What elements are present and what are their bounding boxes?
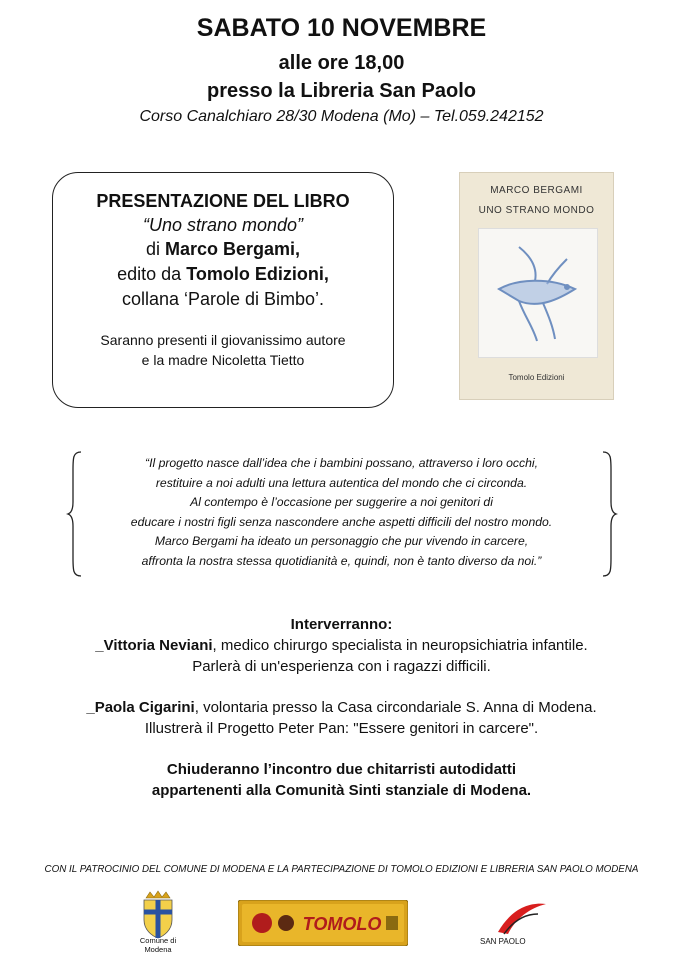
- presence-note-line-1: Saranno presenti il giovanissimo autore: [100, 332, 346, 348]
- san-paolo-logo: [478, 898, 550, 948]
- right-brace-icon: [600, 450, 618, 578]
- speaker-2-topic: Illustrerà il Progetto Peter Pan: "Essere genitori in carcere".: [144, 720, 539, 737]
- book-title: “Uno strano mondo”: [142, 215, 304, 235]
- event-venue: presso la Libreria San Paolo: [207, 80, 476, 102]
- cover-title: UNO STRANO MONDO: [478, 205, 595, 216]
- presence-note: [53, 330, 393, 370]
- publisher-name: Tomolo Edizioni,: [186, 264, 329, 284]
- publisher-prefix: edito da: [117, 264, 187, 284]
- tomolo-logo-text: TOMOLO: [302, 914, 382, 934]
- coat-of-arms-icon: [138, 890, 178, 940]
- left-brace-icon: [66, 450, 84, 578]
- presentation-heading: PRESENTAZIONE DEL LIBRO: [96, 191, 350, 211]
- closing-line-1: Chiuderanno l’incontro due chitarristi autodidatti: [166, 761, 517, 778]
- cover-bird-illustration: [478, 228, 598, 358]
- series-line: collana ‘Parole di Bimbo’.: [121, 289, 325, 309]
- cover-author: MARCO BERGAMI: [490, 185, 583, 196]
- quote-line: affronta la nostra stessa quotidianità e, quindi, non è tanto diverso da noi.”: [141, 553, 542, 568]
- comune-di-modena-logo: [128, 890, 188, 954]
- speaker-2: [0, 697, 683, 718]
- speaker-1-name: _Vittoria Neviani: [95, 637, 213, 654]
- author-line: [53, 237, 393, 262]
- project-quote: [100, 454, 583, 571]
- presentation-box: [52, 172, 394, 408]
- tomolo-edizioni-logo: [238, 900, 408, 946]
- event-address: Corso Canalchiaro 28/30 Modena (Mo) – Tel.059.242152: [139, 108, 544, 125]
- speaker-1: [0, 635, 683, 656]
- speakers-section: [0, 614, 683, 801]
- cover-publisher: Tomolo Edizioni: [508, 373, 565, 382]
- comune-di-modena-caption: Comune di Modena: [139, 936, 177, 954]
- patronage-text: CON IL PATROCINIO DEL COMUNE DI MODENA E LA PARTECIPAZIONE DI TOMOLO EDIZIONI E LIBRERIA SAN PAOLO MODENA: [44, 864, 639, 875]
- san-paolo-caption: SAN PAOLO: [480, 937, 526, 946]
- san-paolo-swoosh-icon: [478, 898, 550, 938]
- quote-line: Marco Bergami ha ideato un personaggio che pur vivendo in carcere,: [154, 534, 529, 548]
- author-prefix: di: [145, 239, 165, 259]
- speaker-1-role: , medico chirurgo specialista in neuropsichiatria infantile.: [212, 637, 588, 654]
- quote-line: “Il progetto nasce dall’idea che i bambini possano, attraverso i loro occhi,: [145, 456, 538, 470]
- quote-line: educare i nostri figli senza nascondere anche aspetti difficili del nostro mondo.: [130, 514, 553, 529]
- author-name: Marco Bergami,: [164, 239, 301, 259]
- book-cover-image: [460, 173, 613, 399]
- speaker-1-topic: Parlerà di un'esperienza con i ragazzi difficili.: [192, 658, 491, 675]
- speaker-2-role: , volontaria presso la Casa circondariale S. Anna di Modena.: [194, 699, 597, 716]
- quote-line: restituire a noi adulti una lettura autentica del mondo che ci circonda.: [155, 475, 528, 490]
- speakers-heading: Interverranno:: [290, 616, 393, 633]
- event-date: SABATO 10 NOVEMBRE: [196, 14, 487, 42]
- speaker-2-name: _Paola Cigarini: [86, 699, 195, 716]
- closing-line-2: appartenenti alla Comunità Sinti stanziale di Modena.: [151, 782, 532, 799]
- quote-line: Al contempo è l’occasione per suggerire a noi genitori di: [190, 495, 493, 509]
- presence-note-line-2: e la madre Nicoletta Tietto: [141, 352, 305, 368]
- publisher-line: [53, 262, 393, 287]
- event-time: alle ore 18,00: [278, 52, 405, 74]
